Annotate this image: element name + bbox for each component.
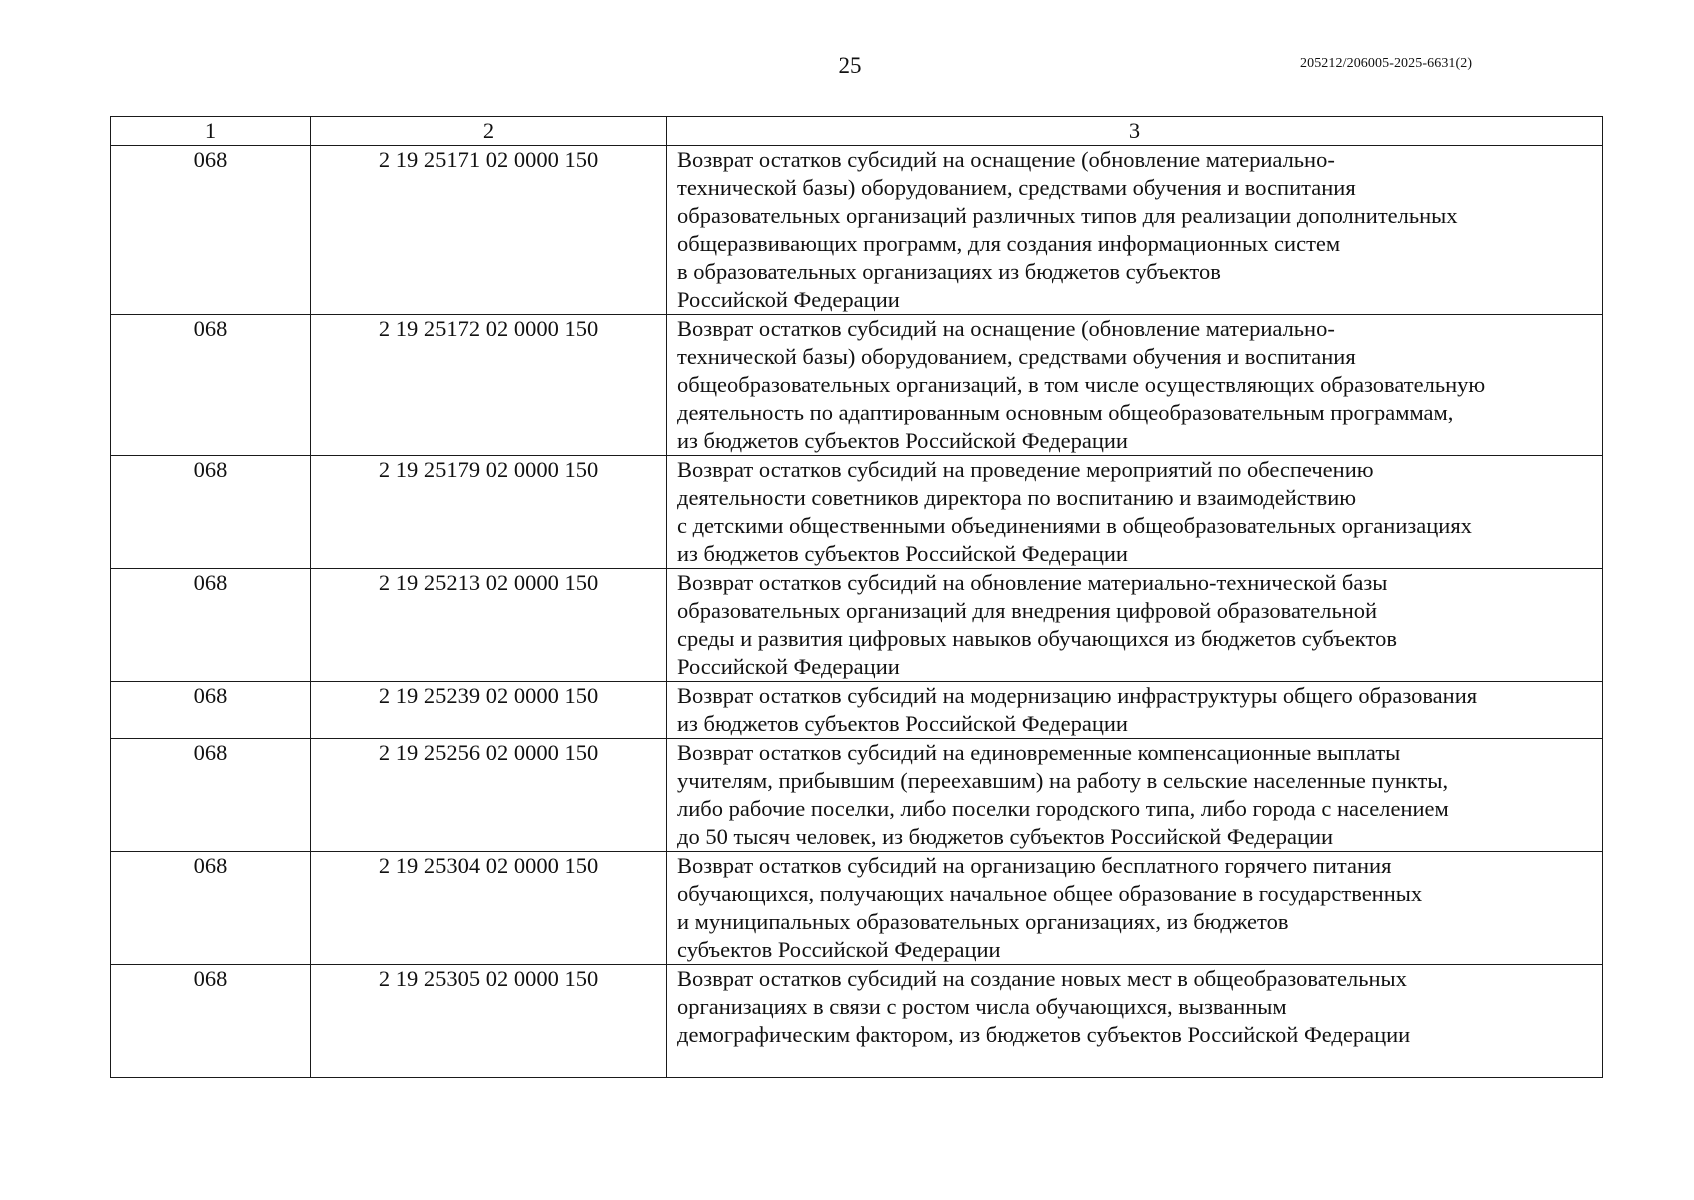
description-cell	[667, 852, 1603, 965]
column-header-1: 1	[111, 117, 311, 146]
budget-code-cell: 2 19 25171 02 0000 150	[311, 146, 667, 315]
description-line: общеобразовательных организаций, в том числе осуществляющих образовательную	[677, 372, 1486, 397]
description-line: Возврат остатков субсидий на модернизацию инфраструктуры общего образования	[677, 683, 1478, 708]
description-line: с детскими общественными объединениями в общеобразовательных организациях	[677, 513, 1472, 538]
description-line: либо рабочие поселки, либо поселки городского типа, либо города с населением	[677, 796, 1449, 821]
description-cell	[667, 456, 1603, 569]
description-cell	[667, 739, 1603, 852]
admin-code-cell: 068	[111, 682, 311, 739]
table-body	[111, 117, 1603, 1078]
description-line: до 50 тысяч человек, из бюджетов субъектов Российской Федерации	[677, 824, 1334, 849]
admin-code-cell: 068	[111, 965, 311, 1078]
description-line: общеразвивающих программ, для создания информационных систем	[677, 231, 1341, 256]
description-line: Возврат остатков субсидий на обновление материально-технической базы	[677, 570, 1388, 595]
table-row	[111, 965, 1603, 1078]
admin-code-cell: 068	[111, 852, 311, 965]
budget-code-cell: 2 19 25213 02 0000 150	[311, 569, 667, 682]
description-line: из бюджетов субъектов Российской Федерации	[677, 711, 1128, 736]
description-line: образовательных организаций для внедрения цифровой образовательной	[677, 598, 1378, 623]
document-id: 205212/206005-2025-6631(2)	[1300, 56, 1473, 71]
description-line: из бюджетов субъектов Российской Федерации	[677, 428, 1128, 453]
table-row	[111, 456, 1603, 569]
budget-classification-table	[110, 116, 1603, 1078]
description-line: Возврат остатков субсидий на организацию бесплатного горячего питания	[677, 853, 1392, 878]
description-line: Возврат остатков субсидий на оснащение (обновление материально-	[677, 147, 1335, 172]
admin-code-cell: 068	[111, 315, 311, 456]
budget-code-cell: 2 19 25256 02 0000 150	[311, 739, 667, 852]
description-line: Российской Федерации	[677, 287, 900, 312]
description-line: Возврат остатков субсидий на единовременные компенсационные выплаты	[677, 740, 1401, 765]
admin-code-cell: 068	[111, 146, 311, 315]
table-row	[111, 682, 1603, 739]
description-line: субъектов Российской Федерации	[677, 937, 1001, 962]
budget-code-cell: 2 19 25239 02 0000 150	[311, 682, 667, 739]
admin-code-cell: 068	[111, 569, 311, 682]
description-line: деятельность по адаптированным основным общеобразовательным программам,	[677, 400, 1454, 425]
column-header-3: 3	[667, 117, 1603, 146]
description-line: организациях в связи с ростом числа обучающихся, вызванным	[677, 994, 1287, 1019]
budget-code-cell: 2 19 25179 02 0000 150	[311, 456, 667, 569]
description-line: в образовательных организациях из бюджетов субъектов	[677, 259, 1221, 284]
description-line: образовательных организаций различных типов для реализации дополнительных	[677, 203, 1458, 228]
budget-code-cell: 2 19 25172 02 0000 150	[311, 315, 667, 456]
column-header-2: 2	[311, 117, 667, 146]
table-row	[111, 739, 1603, 852]
description-line: технической базы) оборудованием, средствами обучения и воспитания	[677, 175, 1356, 200]
description-line: Возврат остатков субсидий на проведение мероприятий по обеспечению	[677, 457, 1374, 482]
description-cell	[667, 146, 1603, 315]
description-cell	[667, 682, 1603, 739]
description-line: и муниципальных образовательных организациях, из бюджетов	[677, 909, 1289, 934]
table-header-row	[111, 117, 1603, 146]
table-row	[111, 569, 1603, 682]
table-row	[111, 315, 1603, 456]
description-cell	[667, 569, 1603, 682]
description-line: технической базы) оборудованием, средствами обучения и воспитания	[677, 344, 1356, 369]
description-line: Возврат остатков субсидий на создание новых мест в общеобразовательных	[677, 966, 1407, 991]
description-line: демографическим фактором, из бюджетов субъектов Российской Федерации	[677, 1022, 1411, 1047]
description-line: обучающихся, получающих начальное общее образование в государственных	[677, 881, 1423, 906]
budget-code-cell: 2 19 25305 02 0000 150	[311, 965, 667, 1078]
table-row	[111, 852, 1603, 965]
page-number: 25	[838, 53, 862, 78]
description-cell	[667, 315, 1603, 456]
description-line: Российской Федерации	[677, 654, 900, 679]
description-line: среды и развития цифровых навыков обучающихся из бюджетов субъектов	[677, 626, 1397, 651]
description-line: Возврат остатков субсидий на оснащение (обновление материально-	[677, 316, 1335, 341]
admin-code-cell: 068	[111, 456, 311, 569]
description-cell	[667, 965, 1603, 1078]
budget-code-cell: 2 19 25304 02 0000 150	[311, 852, 667, 965]
admin-code-cell: 068	[111, 739, 311, 852]
description-line: учителям, прибывшим (переехавшим) на работу в сельские населенные пункты,	[677, 768, 1449, 793]
description-line: деятельности советников директора по воспитанию и взаимодействию	[677, 485, 1357, 510]
description-line: из бюджетов субъектов Российской Федерации	[677, 541, 1128, 566]
table-row	[111, 146, 1603, 315]
